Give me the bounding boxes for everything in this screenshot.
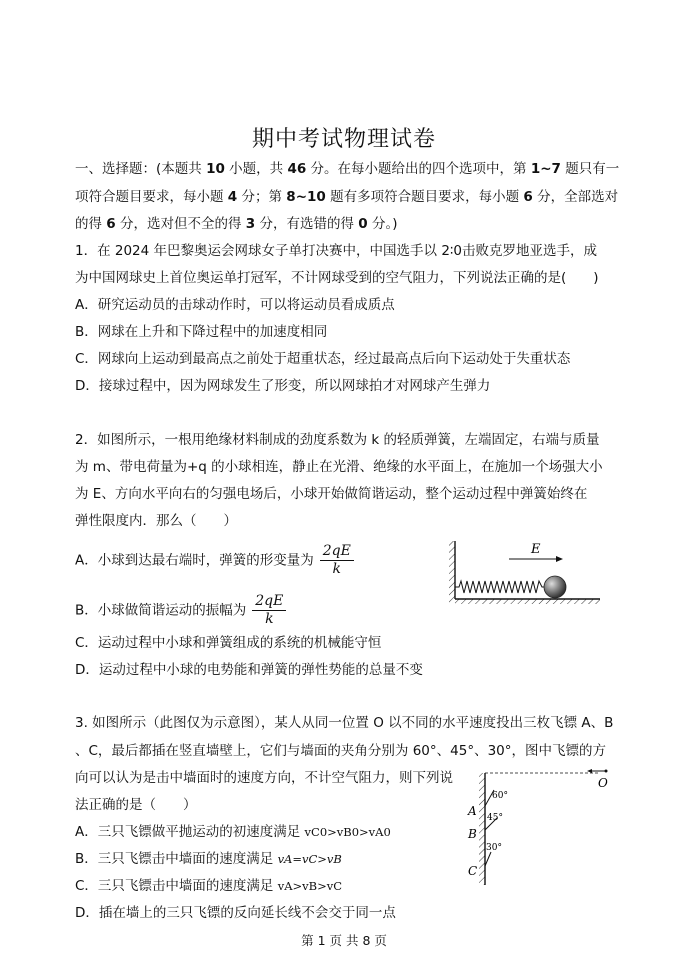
q3-option-d: D．插在墙上的三只飞镖的反向延长线不会交于同一点 [75, 905, 396, 921]
angle-a-label: 60° [492, 791, 508, 801]
spring [455, 581, 545, 593]
q2-option-c: C．运动过程中小球和弹簧组成的系统的机械能守恒 [75, 635, 382, 651]
wall [449, 541, 455, 603]
q3-stem-line-2: 、C，最后都插在竖直墙壁上，它们与墙面的夹角分别为 60°、45°、30°，图中飞镖的方 [75, 743, 607, 759]
fraction-2qe-over-k: $\frac{2qE}{k}$ [252, 593, 286, 628]
vertical-wall [479, 773, 485, 885]
section-instructions-line-2: 项符合题目要求，每小题 4 分；第 8~10 题有多项符合题目要求，每小题 6 分，全部选对 [75, 189, 619, 205]
q2-option-b: B．小球做简谐运动的振幅为 $\frac{2qE}{k}$ [75, 593, 286, 628]
angle-c-label: 30° [486, 843, 502, 853]
ball [544, 576, 566, 598]
q3-option-a: A．三只飞镖做平抛运动的初速度满足 vC0>vB0>vA0 [75, 824, 391, 840]
q3-option-c: C．三只飞镖击中墙面的速度满足 vA>vB>vC [75, 878, 343, 894]
q1-stem-line-1: 1．在 2024 年巴黎奥运会网球女子单打决赛中，中国选手以 2∶0击败克罗地亚选手，成 [75, 243, 598, 259]
floor [455, 599, 600, 604]
q3-option-b: B．三只飞镖击中墙面的速度满足 vA=vC>vB [75, 851, 342, 867]
q1-option-a: A．研究运动员的击球动作时，可以将运动员看成质点 [75, 297, 395, 313]
angle-b-label: 45° [487, 813, 503, 823]
point-b-label: B [468, 827, 477, 841]
spring-ball-figure [445, 535, 610, 610]
q2-option-d: D．运动过程中小球的电势能和弹簧的弹性势能的总量不变 [75, 662, 423, 678]
q2-stem-line-4: 弹性限度内．那么（ ） [75, 513, 237, 529]
q1-option-d: D．接球过程中，因为网球发生了形变，所以网球拍才对网球产生弹力 [75, 378, 491, 394]
q3-stem-line-1: 3. 如图所示（此图仅为示意图），某人从同一位置 O 以不同的水平速度投出三枚飞镖 A、B [75, 715, 614, 731]
q2-option-a: A．小球到达最右端时，弹簧的形变量为 $\frac{2qE}{k}$ [75, 543, 354, 578]
field-label-e: E [531, 542, 541, 557]
darts-wall-figure [460, 760, 620, 890]
page-footer: 第 1 页 共 8 页 [301, 933, 387, 948]
q1-option-b: B．网球在上升和下降过程中的加速度相同 [75, 324, 328, 340]
q3-stem-line-3: 向可以认为是击中墙面时的速度方向，不计空气阻力，则下列说 [75, 770, 453, 786]
fraction-2qe-over-k: $\frac{2qE}{k}$ [320, 543, 354, 578]
page-title: 期中考试物理试卷 [251, 127, 436, 152]
q1-stem-line-2: 为中国网球史上首位奥运单打冠军，不计网球受到的空气阻力，下列说法正确的是( ) [75, 270, 599, 286]
q2-stem-line-2: 为 m、带电荷量为+q 的小球相连，静止在光滑、绝缘的水平面上，在施加一个场强大小 [75, 459, 603, 475]
point-o-label: O [598, 776, 608, 790]
section-instructions-line-3: 的得 6 分，选对但不全的得 3 分，有选错的得 0 分。) [75, 216, 398, 232]
dart-o [587, 769, 608, 773]
point-c-label: C [468, 864, 478, 878]
q3-stem-line-4: 法正确的是（ ） [75, 797, 197, 813]
q2-stem-line-3: 为 E、方向水平向右的匀强电场后，小球开始做简谐运动，整个运动过程中弹簧始终在 [75, 486, 588, 502]
point-a-label: A [468, 804, 477, 818]
section-instructions-line-1: 一、选择题：(本题共 10 小题，共 46 分。在每小题给出的四个选项中，第 1~7 题只有一 [75, 161, 620, 177]
q1-option-c: C．网球向上运动到最高点之前处于超重状态，经过最高点后向下运动处于失重状态 [75, 351, 571, 367]
q2-stem-line-1: 2．如图所示，一根用绝缘材料制成的劲度系数为 k 的轻质弹簧，左端固定，右端与质量 [75, 432, 600, 448]
